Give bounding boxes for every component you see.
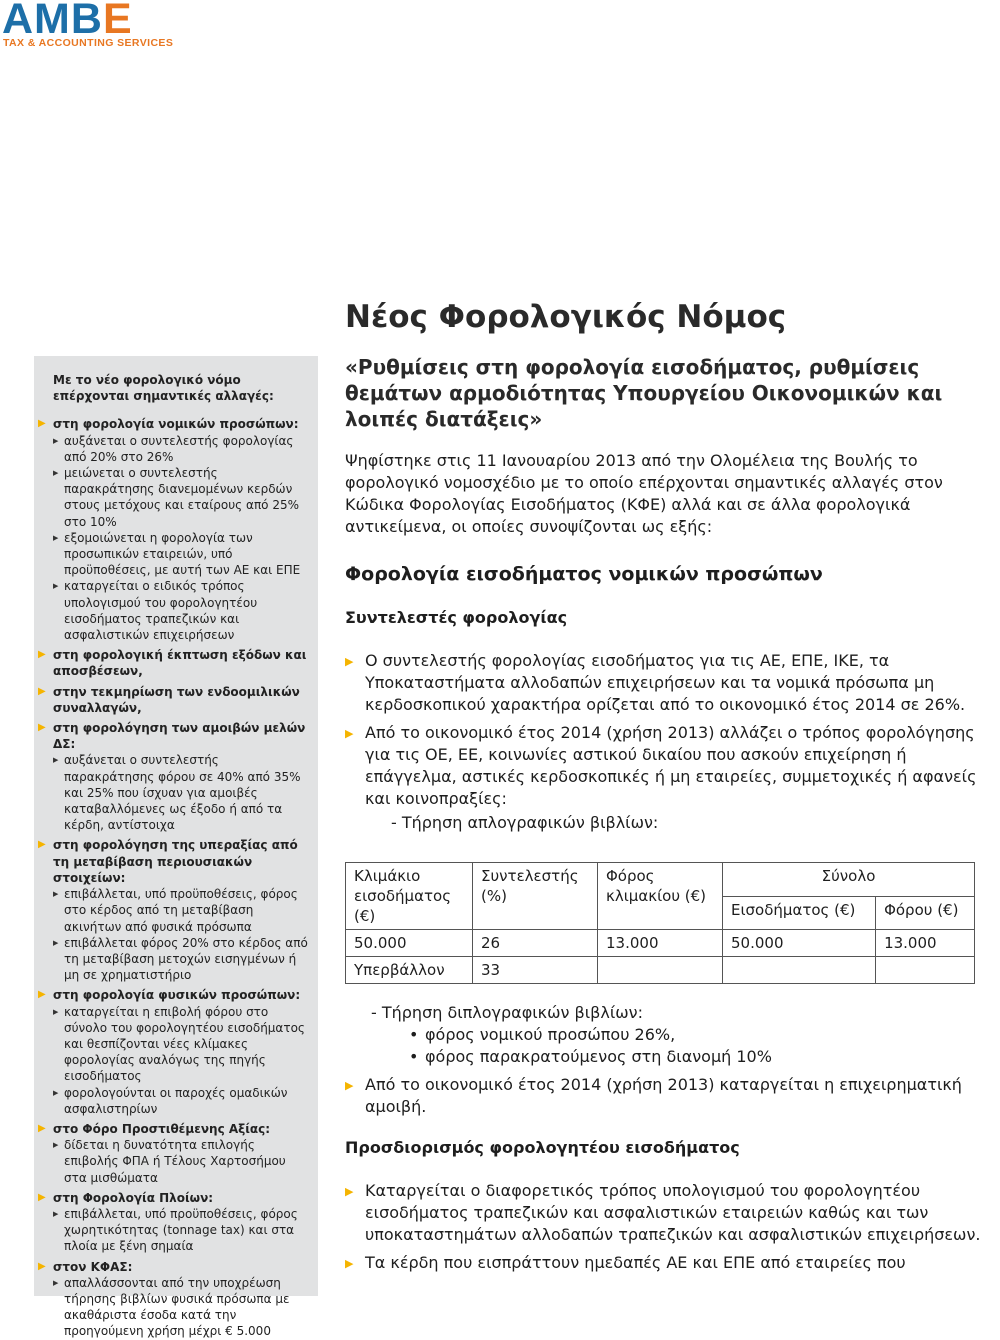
list-item: ▶ απαλλάσσονται από την υποχρέωση τήρησης βιβλίων φυσικά πρόσωπα με ακαθάριστα έσοδα κατά την προηγούμενη χρήση μέχρι € 5.000 — [53, 1275, 290, 1339]
table-cell: 13.000 — [598, 930, 723, 957]
list-item: ▶ Καταργείται ο διαφορετικός τρόπος υπολογισμού του φορολογητέου εισοδήματος τραπεζικών και ασφαλιστικών εταιρειών καθώς και των υποκαταστημάτων αλλοδαπών τραπεζικών και ασφαλιστικών επιχειρήσεων. — [345, 1181, 981, 1244]
law-subtitle: «Ρυθμίσεις στη φορολογία εισοδήματος, ρυθμίσεις θεμάτων αρμοδιότητας Υπουργείου Οικονομικών και λοιπές διατάξεις» — [345, 355, 943, 431]
bullet-triangle-icon: ▶ — [53, 436, 59, 445]
sidebar-section-heading: ▶ στη Φορολογία Πλοίων: — [38, 1190, 214, 1205]
col-header-scale: Κλιμάκιο εισοδήματος (€) — [346, 863, 473, 930]
summary-sidebar — [34, 356, 318, 1339]
bullet-triangle-icon: ▶ — [53, 582, 59, 591]
table-cell: 33 — [473, 957, 598, 984]
sidebar-section-heading: ▶ στο Φόρο Προστιθέμενης Αξίας: — [38, 1121, 271, 1136]
intro-paragraph: Ψηφίστηκε στις 11 Ιανουαρίου 2013 από την Ολομέλεια της Βουλής το φορολογικό νομοσχέδιο με το οποίο επέρχονται σημαντικές αλλαγές στον Κώδικα Φορολογίας Εισοδήματος (ΚΦΕ) αλλά και σε άλλα φορολογικά αντικείμενα, οι οποίες συνοψίζονται ως εξής: — [345, 451, 943, 536]
bullet-triangle-icon: ▶ — [38, 722, 46, 734]
sidebar-section-list — [53, 1004, 310, 1117]
main-content — [345, 300, 985, 1280]
col-header-income: Εισοδήματος (€) — [723, 896, 876, 930]
bullet-triangle-icon: ▶ — [53, 1141, 59, 1150]
table-cell: Υπερβάλλον — [346, 957, 473, 984]
sidebar-section-heading: ▶ στη φορολόγηση της υπεραξίας από τη μεταβίβαση περιουσιακών στοιχείων: — [38, 838, 298, 885]
bullet-triangle-icon: ▶ — [345, 655, 354, 668]
table-cell — [723, 957, 876, 984]
tax-table-body — [346, 930, 975, 984]
col-header-rate: Συντελεστής (%) — [473, 863, 598, 930]
taxable-income-list — [345, 1180, 985, 1274]
bullet-triangle-icon: ▶ — [53, 1007, 59, 1016]
list-item: ▶ καταργείται η επιβολή φόρου στο σύνολο του φορολογητέου εισοδήματος και θεσπίζονται νέες κλίμακες φορολογίας αναλόγως της πηγής εισοδήματος — [53, 1004, 305, 1084]
bullet-triangle-icon: ▶ — [345, 1185, 354, 1198]
sidebar-section-heading: ▶ στη φορολογία φυσικών προσώπων: — [38, 988, 301, 1003]
list-item: • φόρος νομικού προσώπου 26%, — [409, 1025, 676, 1044]
bullet-triangle-icon: ▶ — [38, 1260, 46, 1272]
list-item: ▶ αυξάνεται ο συντελεστής φορολογίας από 20% στο 26% — [53, 433, 294, 464]
list-item: ▶ δίδεται η δυνατότητα επιλογής επιβολής ΦΠΑ ή Τέλους Χαρτοσήμου στα μισθώματα — [53, 1138, 286, 1185]
bullet-triangle-icon: ▶ — [345, 727, 354, 740]
bullet-triangle-icon: ▶ — [38, 1191, 46, 1203]
sidebar-section-heading: ▶ στη φορολογία νομικών προσώπων: — [38, 417, 299, 432]
bullet-dot-icon: • — [409, 1047, 419, 1066]
table-cell: 13.000 — [876, 930, 975, 957]
list-item: ▶ εξομοιώνεται η φορολογία των προσωπικών εταιρειών, υπό προϋποθέσεις, με αυτή των ΑΕ και ΕΠΕ — [53, 530, 301, 578]
bullet-triangle-icon: ▶ — [53, 1088, 59, 1097]
tax-rates-list — [345, 650, 985, 834]
list-item: ▶ Τα κέρδη που εισπράττουν ημεδαπές ΑΕ και ΕΠΕ από εταιρείες που — [345, 1252, 985, 1274]
col-header-tax: Φόρος κλιμακίου (€) — [598, 863, 723, 930]
single-entry-books-label: - Τήρηση απλογραφικών βιβλίων: — [391, 813, 659, 832]
bullet-triangle-icon: ▶ — [38, 685, 46, 697]
table-row — [346, 957, 975, 984]
bullet-triangle-icon: ▶ — [53, 938, 59, 947]
sidebar-section-list — [53, 1137, 310, 1186]
list-item: ▶ Από το οικονομικό έτος 2014 (χρήση 2013) καταργείται η επιχειρηματική αμοιβή. — [345, 1075, 962, 1116]
table-cell: 50.000 — [723, 930, 876, 957]
double-entry-list — [409, 1024, 985, 1068]
sidebar-section-heading: ▶ στη φορολόγηση των αμοιβών μελών ΔΣ: — [38, 721, 306, 752]
bullet-triangle-icon: ▶ — [53, 469, 59, 478]
sidebar-section-list — [53, 1275, 310, 1340]
bullet-triangle-icon: ▶ — [53, 1278, 59, 1287]
logo-wordmark: AMBE — [2, 0, 133, 43]
subheading-tax-rates: Συντελεστές φορολογίας — [345, 608, 568, 627]
bullet-triangle-icon: ▶ — [53, 756, 59, 765]
page-title: Νέος Φορολογικός Νόμος — [345, 299, 787, 335]
sidebar-section-heading: ▶ στη φορολογική έκπτωση εξόδων και αποσβέσεων, — [38, 648, 307, 679]
bullet-triangle-icon: ▶ — [53, 1209, 59, 1218]
table-cell — [876, 957, 975, 984]
list-item: ▶ επιβάλλεται φόρος 20% στο κέρδος από τη μεταβίβαση μετοχών εισηγμένων ή μη σε χρηματιστήριο — [53, 935, 308, 983]
list-item: ▶ αυξάνεται ο συντελεστής παρακράτησης φόρου σε 40% από 35% και 25% που ίσχυαν για αμοιβές καταβαλλόμενες ως έξοδο ή από τα κέρδη, αντίστοιχα — [53, 753, 301, 833]
bullet-triangle-icon: ▶ — [345, 1257, 354, 1270]
list-item: ▶ Από το οικονομικό έτος 2014 (χρήση 2013) αλλάζει ο τρόπος φορολόγησης για τις ΟΕ, ΕΕ, κοινωνίες αστικού δικαίου που ασκούν επιχείρηση ή επάγγελμα, αστικές κερδοσκοπικές ή μη εταιρείες, συμμετοχικές ή αφανείς και κοινοπραξίες: - Τήρηση απλογραφικών βιβλίων: — [345, 722, 985, 834]
sidebar-section-list — [53, 433, 310, 644]
list-item: ▶ μειώνεται ο συντελεστής παρακράτησης διανεμομένων κερδών στους μετόχους και εταίρους από 25% στο 10% — [53, 466, 299, 529]
table-cell: 26 — [473, 930, 598, 957]
tax-scale-table — [345, 862, 975, 984]
table-row — [346, 930, 975, 957]
logo-tagline: TAX & ACCOUNTING SERVICES — [3, 37, 174, 49]
bullet-triangle-icon: ▶ — [53, 533, 59, 542]
sidebar-section-list — [53, 752, 310, 833]
list-item: ▶ Ο συντελεστής φορολογίας εισοδήματος για τις ΑΕ, ΕΠΕ, ΙΚΕ, τα Υποκαταστήματα αλλοδαπών επιχειρήσεων και τα νομικά πρόσωπα μη κερδοσκοπικού χαρακτήρα ορίζεται από το οικονομικό έτος 2014 σε 26%. — [345, 651, 966, 714]
subheading-taxable-income: Προσδιορισμός φορολογητέου εισοδήματος — [345, 1138, 740, 1157]
list-item: ▶ φορολογούνται οι παροχές ομαδικών ασφαλιστηρίων — [53, 1085, 288, 1116]
list-item: • φόρος παρακρατούμενος στη διανομή 10% — [409, 1047, 772, 1066]
sidebar-sections — [38, 416, 310, 1339]
list-item: ▶ επιβάλλεται, υπό προϋποθέσεις, φόρος χωρητικότητας (tonnage tax) και στα πλοία με ξένη σημαία — [53, 1206, 298, 1254]
bullet-triangle-icon: ▶ — [38, 418, 46, 430]
sidebar-section-list — [53, 1206, 310, 1255]
col-header-total: Σύνολο — [723, 863, 975, 897]
table-cell: 50.000 — [346, 930, 473, 957]
sidebar-intro: Με το νέο φορολογικό νόμο επέρχονται σημαντικές αλλαγές: — [53, 373, 274, 404]
bullet-triangle-icon: ▶ — [38, 839, 46, 851]
company-logo — [0, 0, 190, 49]
list-item: ▶ καταργείται ο ειδικός τρόπος υπολογισμού του φορολογητέου εισοδήματος τραπεζικών και ασφαλιστικών επιχειρήσεων — [53, 579, 258, 643]
bullet-dot-icon: • — [409, 1025, 419, 1044]
col-header-tax-total: Φόρου (€) — [876, 896, 975, 930]
section-heading-corporate-tax: Φορολογία εισοδήματος νομικών προσώπων — [345, 563, 823, 585]
double-entry-books-label: - Τήρηση διπλογραφικών βιβλίων: — [371, 1003, 643, 1022]
bullet-triangle-icon: ▶ — [38, 989, 46, 1001]
bullet-triangle-icon: ▶ — [53, 890, 59, 899]
table-cell — [598, 957, 723, 984]
bullet-triangle-icon: ▶ — [38, 649, 46, 661]
bullet-triangle-icon: ▶ — [345, 1079, 354, 1092]
bullet-triangle-icon: ▶ — [38, 1122, 46, 1134]
list-item: ▶ επιβάλλεται, υπό προϋποθέσεις, φόρος στο κέρδος από τη μεταβίβαση ακινήτων από φυσικά πρόσωπα — [53, 887, 298, 934]
sidebar-section-heading: ▶ στην τεκμηρίωση των ενδοομιλικών συναλλαγών, — [38, 684, 300, 715]
sidebar-section-list — [53, 886, 310, 983]
business-fee-list — [345, 1074, 985, 1118]
sidebar-section-heading: ▶ στον ΚΦΑΣ: — [38, 1259, 133, 1274]
